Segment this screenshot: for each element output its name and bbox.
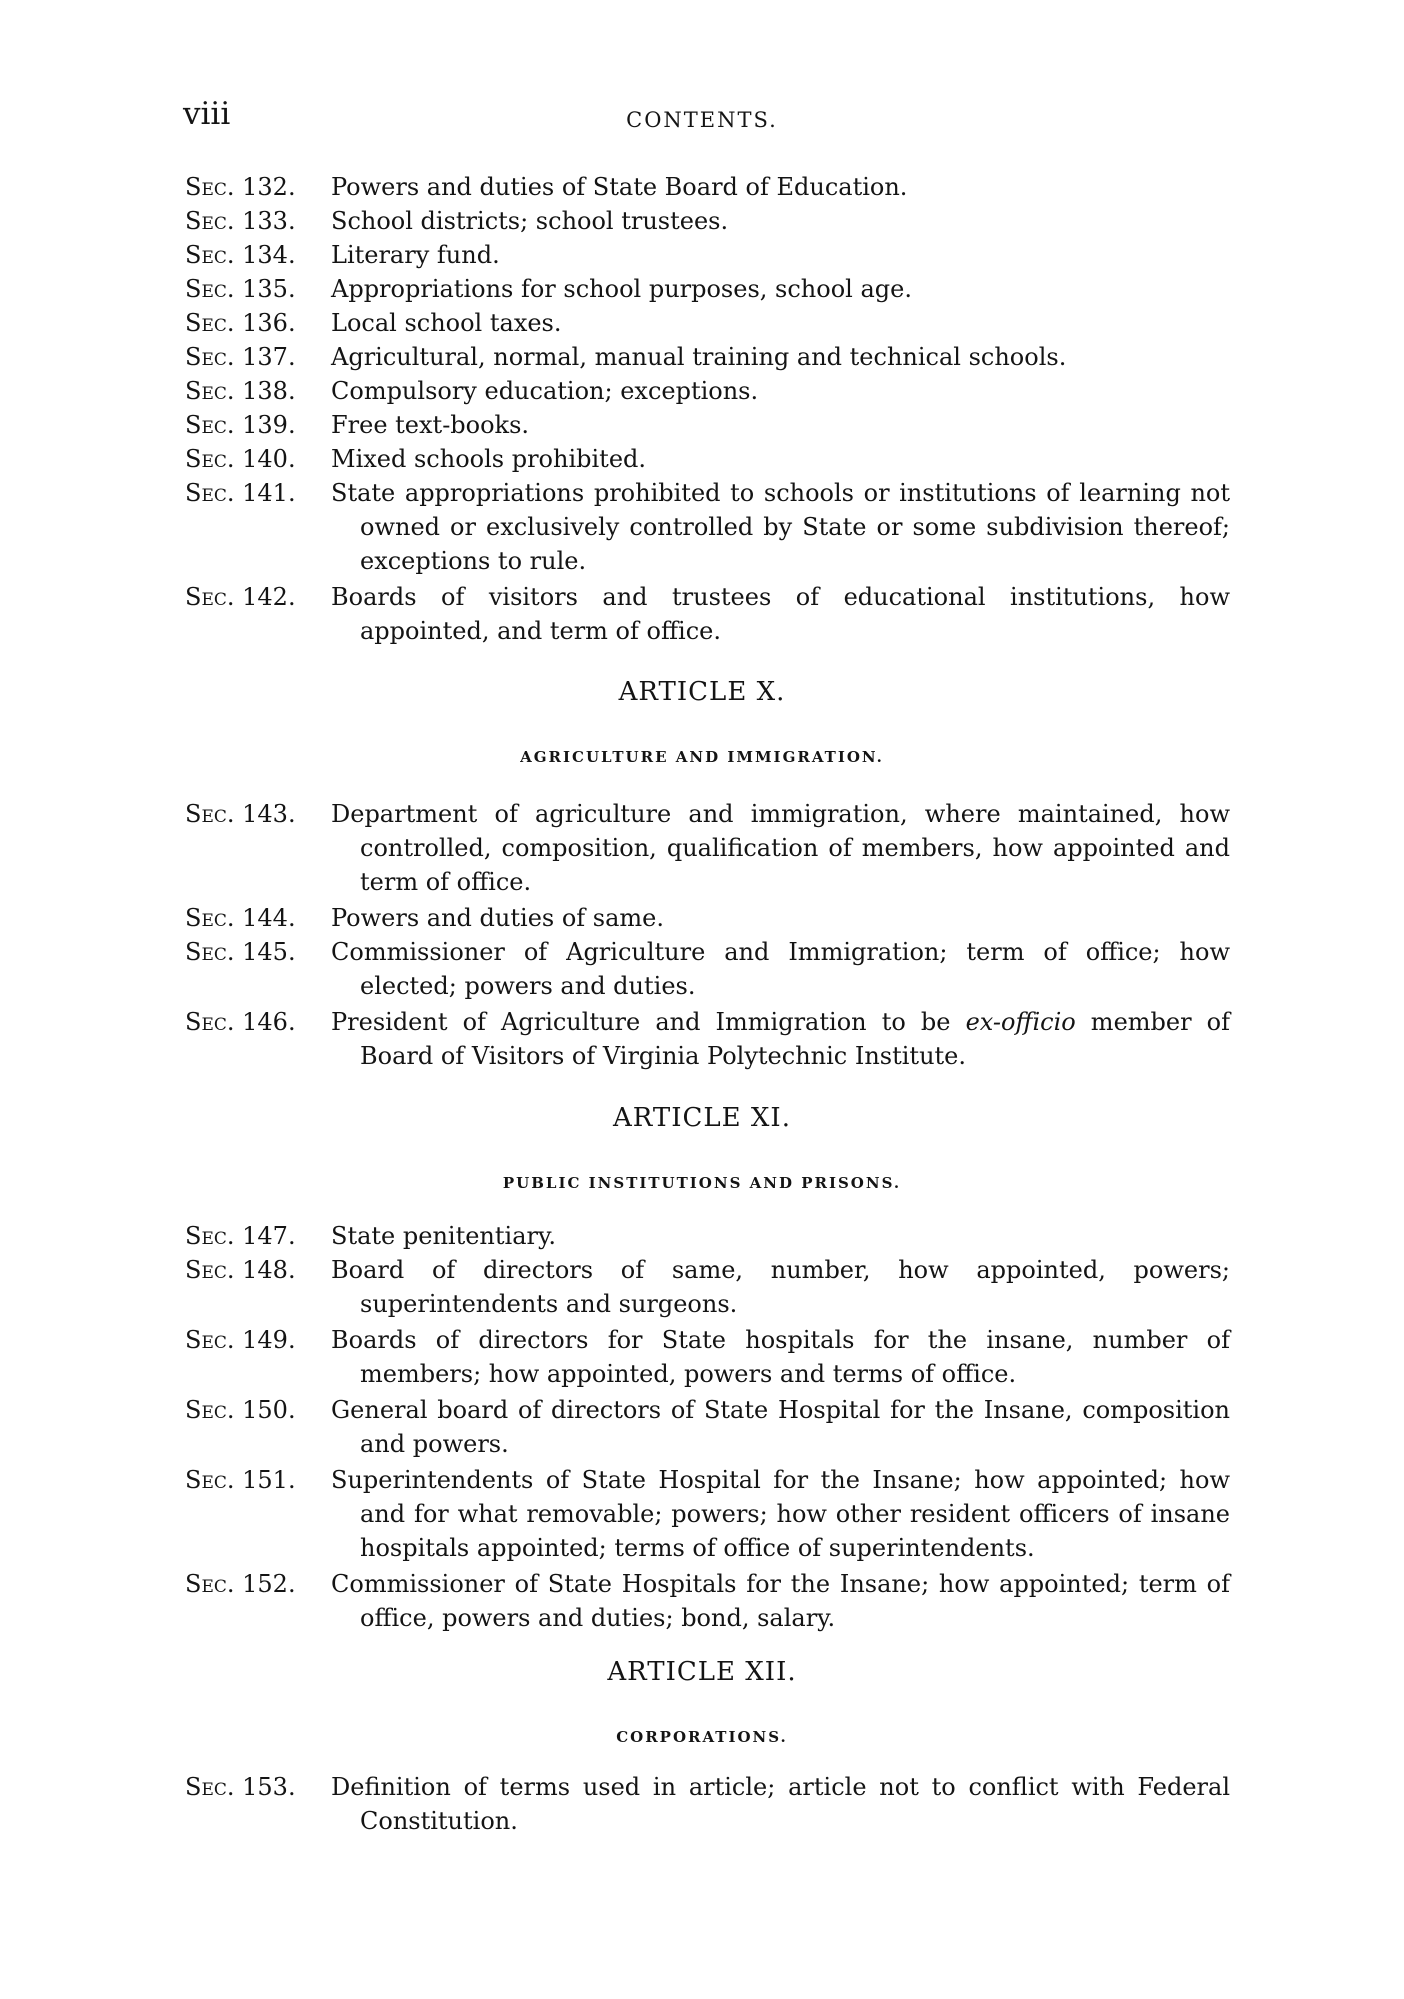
toc-entry-text: Department of agriculture and immigration, where maintained, how controlled, composition, qualification of members, how appointed and term of office. bbox=[331, 800, 1230, 896]
toc-entry-text: Definition of terms used in article; article not to conflict with Federal Constitution. bbox=[331, 1773, 1230, 1835]
toc-entry-text: Boards of directors for State hospitals for the insane, number of members; how appointed, powers and terms of office. bbox=[331, 1326, 1230, 1388]
sec-label: Sec. bbox=[185, 938, 235, 966]
sec-label: Sec. bbox=[185, 904, 235, 932]
article-subtitle: CORPORATIONS. bbox=[616, 1728, 788, 1746]
sec-label: Sec. bbox=[185, 1466, 235, 1494]
sec-number: 145. bbox=[242, 938, 296, 966]
toc-entry-text: Board of directors of same, number, how appointed, powers; superintendents and surgeons. bbox=[331, 1256, 1230, 1318]
toc-group-3 bbox=[185, 1770, 1230, 1838]
sec-label: Sec. bbox=[185, 800, 235, 828]
sec-label: Sec. bbox=[185, 275, 235, 303]
article-heading: ARTICLE X. bbox=[618, 677, 786, 707]
sec-number: 132. bbox=[242, 173, 296, 201]
toc-entry-143 bbox=[185, 797, 1230, 899]
toc-entry-text: President of Agriculture and Immigration to be ex-officio member of Board of Visitors of Virginia Polytechnic Institute. bbox=[331, 1008, 1230, 1070]
toc-entry-149 bbox=[185, 1323, 1230, 1391]
sec-number: 142. bbox=[242, 583, 296, 611]
running-title: CONTENTS. bbox=[626, 108, 778, 132]
toc-entry-text: State appropriations prohibited to schools or institutions of learning not owned or exclusively controlled by State or some subdivision thereof; exceptions to rule. bbox=[331, 479, 1230, 575]
italic-term: ex-officio bbox=[965, 1008, 1076, 1036]
sec-label: Sec. bbox=[185, 377, 235, 405]
sec-label: Sec. bbox=[185, 343, 235, 371]
sec-number: 141. bbox=[242, 479, 296, 507]
toc-entry-138 bbox=[185, 374, 1230, 408]
toc-entry-140 bbox=[185, 442, 1230, 476]
sec-label: Sec. bbox=[185, 411, 235, 439]
sec-number: 139. bbox=[242, 411, 296, 439]
toc-entry-text: Compulsory education; exceptions. bbox=[331, 377, 759, 405]
sec-label: Sec. bbox=[185, 309, 235, 337]
toc-entry-145 bbox=[185, 935, 1230, 1003]
sec-number: 134. bbox=[242, 241, 296, 269]
toc-entry-text: Free text-books. bbox=[331, 411, 530, 439]
sec-number: 143. bbox=[242, 800, 296, 828]
toc-entry-142 bbox=[185, 580, 1230, 648]
article-subtitle: PUBLIC INSTITUTIONS AND PRISONS. bbox=[502, 1174, 902, 1192]
toc-entry-text: Local school taxes. bbox=[331, 309, 562, 337]
toc-entry-text: Commissioner of State Hospitals for the Insane; how appointed; term of office, powers and duties; bond, salary. bbox=[331, 1570, 1230, 1632]
toc-entry-text: State penitentiary. bbox=[331, 1222, 556, 1250]
toc-entry-153 bbox=[185, 1770, 1230, 1838]
sec-number: 133. bbox=[242, 207, 296, 235]
toc-entry-137 bbox=[185, 340, 1230, 374]
toc-entry-text: Appropriations for school purposes, school age. bbox=[331, 275, 912, 303]
toc-entry-151 bbox=[185, 1463, 1230, 1565]
sec-number: 137. bbox=[242, 343, 296, 371]
toc-entry-150 bbox=[185, 1393, 1230, 1461]
sec-label: Sec. bbox=[185, 479, 235, 507]
sec-label: Sec. bbox=[185, 1326, 235, 1354]
toc-entry-text: Agricultural, normal, manual training and technical schools. bbox=[331, 343, 1067, 371]
toc-entry-text: Commissioner of Agriculture and Immigration; term of office; how elected; powers and duties. bbox=[331, 938, 1230, 1000]
toc-entry-132 bbox=[185, 170, 1230, 204]
sec-number: 150. bbox=[242, 1396, 296, 1424]
toc-group-2 bbox=[185, 1219, 1230, 1635]
article-heading: ARTICLE XI. bbox=[613, 1103, 791, 1133]
toc-entry-144 bbox=[185, 901, 1230, 935]
sec-label: Sec. bbox=[185, 241, 235, 269]
sec-label: Sec. bbox=[185, 445, 235, 473]
sec-label: Sec. bbox=[185, 1773, 235, 1801]
sec-label: Sec. bbox=[185, 583, 235, 611]
toc-entry-147 bbox=[185, 1219, 1230, 1253]
sec-label: Sec. bbox=[185, 207, 235, 235]
sec-label: Sec. bbox=[185, 173, 235, 201]
sec-number: 151. bbox=[242, 1466, 296, 1494]
toc-entry-139 bbox=[185, 408, 1230, 442]
toc-entry-133 bbox=[185, 204, 1230, 238]
sec-number: 140. bbox=[242, 445, 296, 473]
sec-label: Sec. bbox=[185, 1396, 235, 1424]
sec-number: 135. bbox=[242, 275, 296, 303]
toc-entry-text: Powers and duties of State Board of Education. bbox=[331, 173, 908, 201]
sec-number: 153. bbox=[242, 1773, 296, 1801]
sec-number: 144. bbox=[242, 904, 296, 932]
toc-entry-134 bbox=[185, 238, 1230, 272]
toc-entry-text: General board of directors of State Hospital for the Insane, composition and powers. bbox=[331, 1396, 1230, 1458]
toc-group-1 bbox=[185, 797, 1230, 1073]
toc-entry-152 bbox=[185, 1567, 1230, 1635]
article-heading: ARTICLE XII. bbox=[607, 1657, 797, 1687]
sec-label: Sec. bbox=[185, 1008, 235, 1036]
toc-entry-text: Boards of visitors and trustees of educational institutions, how appointed, and term of office. bbox=[331, 583, 1230, 645]
sec-number: 152. bbox=[242, 1570, 296, 1598]
toc-entry-141 bbox=[185, 476, 1230, 578]
page-number: viii bbox=[183, 96, 231, 132]
article-subtitle: AGRICULTURE AND IMMIGRATION. bbox=[520, 748, 884, 766]
toc-entry-135 bbox=[185, 272, 1230, 306]
sec-label: Sec. bbox=[185, 1222, 235, 1250]
toc-entry-148 bbox=[185, 1253, 1230, 1321]
toc-entry-text: Powers and duties of same. bbox=[331, 904, 665, 932]
sec-label: Sec. bbox=[185, 1570, 235, 1598]
toc-entry-136 bbox=[185, 306, 1230, 340]
toc-entry-text: Mixed schools prohibited. bbox=[331, 445, 647, 473]
toc-entry-text: Superintendents of State Hospital for the Insane; how appointed; how and for what removable; powers; how other resident officers of insane hospitals appointed; terms of office of superintendents. bbox=[331, 1466, 1230, 1562]
toc-entry-146 bbox=[185, 1005, 1230, 1073]
sec-number: 146. bbox=[242, 1008, 296, 1036]
sec-number: 136. bbox=[242, 309, 296, 337]
sec-number: 148. bbox=[242, 1256, 296, 1284]
toc-entry-text: Literary fund. bbox=[331, 241, 500, 269]
sec-number: 138. bbox=[242, 377, 296, 405]
sec-label: Sec. bbox=[185, 1256, 235, 1284]
sec-number: 149. bbox=[242, 1326, 296, 1354]
sec-number: 147. bbox=[242, 1222, 296, 1250]
toc-entry-text: School districts; school trustees. bbox=[331, 207, 729, 235]
toc-group-0 bbox=[185, 170, 1230, 648]
